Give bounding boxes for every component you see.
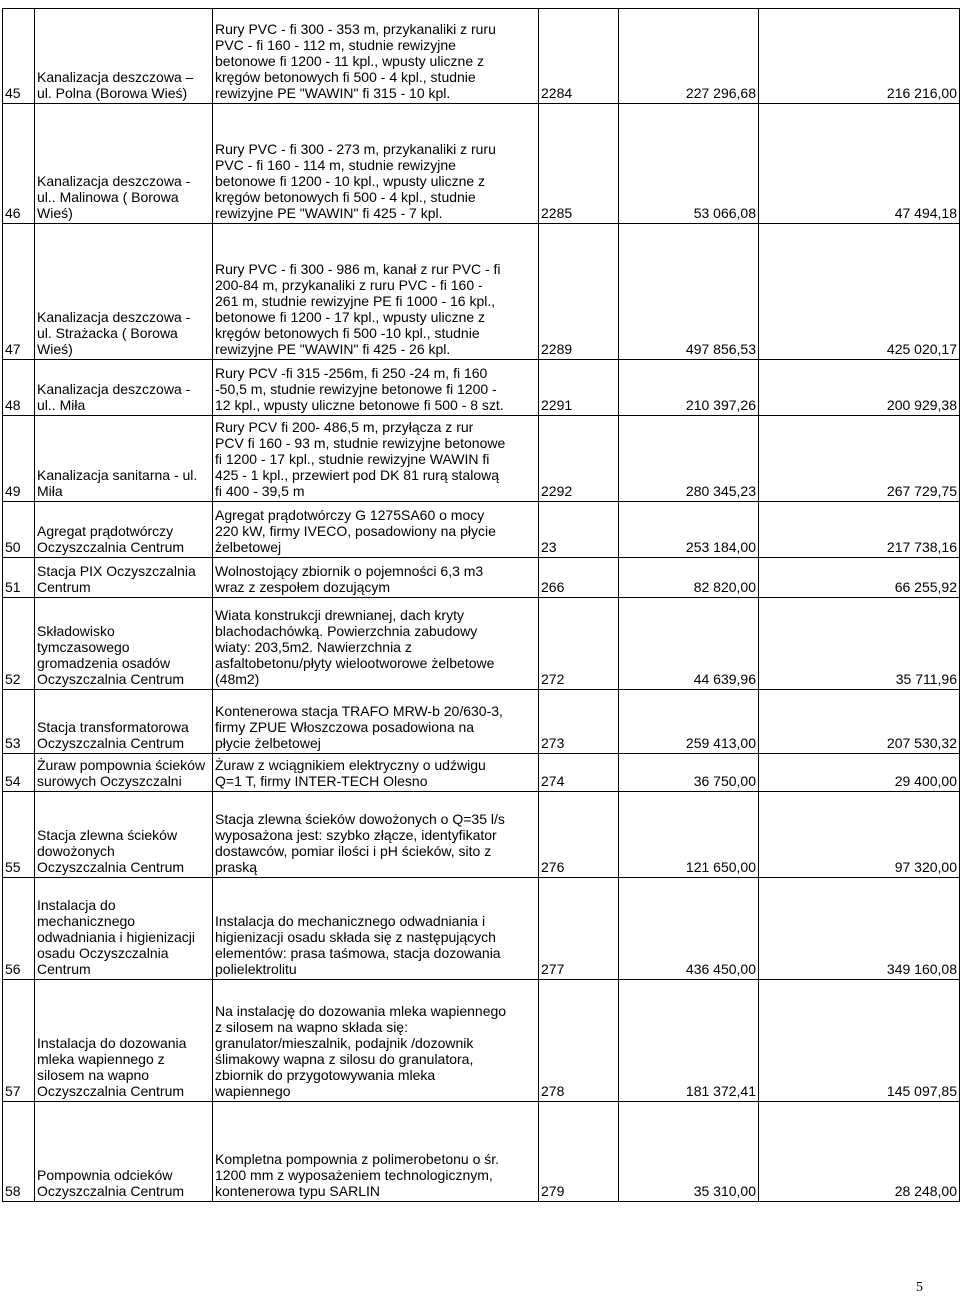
table-row (3, 502, 960, 558)
net-value: 145 097,85 (886, 1083, 957, 1099)
asset-description: Kontenerowa stacja TRAFO MRW-b 20/630-3, firmy ZPUE Włoszczowa posadowiona na płycie żelbetowej (215, 703, 503, 751)
row-number: 45 (5, 85, 21, 101)
net-value-cell (759, 878, 960, 980)
asset-name: Instalacja do mechanicznego odwadniania i higienizacji osadu Oczyszczalnia Centrum (37, 897, 195, 977)
table-row (3, 980, 960, 1102)
table-row (3, 878, 960, 980)
table-row (3, 1102, 960, 1202)
initial-value-cell (619, 1102, 759, 1202)
initial-value: 227 296,68 (685, 85, 756, 101)
asset-name-cell (35, 360, 213, 416)
initial-value: 44 639,96 (693, 671, 756, 687)
net-value: 66 255,92 (894, 579, 957, 595)
row-number: 57 (5, 1083, 21, 1099)
initial-value-cell (619, 690, 759, 754)
asset-name-cell (35, 224, 213, 360)
asset-name-cell (35, 1102, 213, 1202)
asset-name-cell (35, 598, 213, 690)
initial-value: 35 310,00 (693, 1183, 756, 1199)
net-value: 216 216,00 (886, 85, 957, 101)
inventory-code-cell (539, 416, 619, 502)
asset-name-cell (35, 558, 213, 598)
asset-description-cell (213, 980, 539, 1102)
asset-table (2, 8, 960, 1202)
asset-description-cell (213, 1102, 539, 1202)
row-number-cell (3, 502, 35, 558)
net-value: 267 729,75 (886, 483, 957, 499)
asset-name: Pompownia odcieków Oczyszczalnia Centrum (37, 1167, 185, 1199)
net-value: 28 248,00 (894, 1183, 957, 1199)
row-number: 53 (5, 735, 21, 751)
net-value-cell (759, 598, 960, 690)
asset-name: Stacja transformatorowa Oczyszczalnia Centrum (37, 719, 189, 751)
inventory-code: 2291 (541, 397, 573, 413)
asset-description: Wolnostojący zbiornik o pojemności 6,3 m3 wraz z zespołem dozującym (215, 563, 484, 595)
row-number-cell (3, 598, 35, 690)
inventory-code-cell (539, 9, 619, 104)
net-value-cell (759, 558, 960, 598)
page-number: 5 (916, 1280, 923, 1295)
asset-name: Instalacja do dozowania mleka wapiennego z silosem na wapno Oczyszczalnia Centrum (37, 1035, 187, 1099)
row-number-cell (3, 1102, 35, 1202)
initial-value: 280 345,23 (685, 483, 756, 499)
net-value-cell (759, 224, 960, 360)
asset-description: Wiata konstrukcji drewnianej, dach kryty blachodachówką. Powierzchnia zabudowy wiaty: 203,5m2. Nawierzchnia z asfaltobetonu/płyty wielootworowe żelbetowe (48m2) (215, 607, 495, 687)
asset-description-cell (213, 104, 539, 224)
net-value-cell (759, 754, 960, 792)
inventory-code: 272 (541, 671, 565, 687)
asset-description-cell (213, 598, 539, 690)
inventory-code: 276 (541, 859, 565, 875)
inventory-code: 279 (541, 1183, 565, 1199)
asset-description-cell (213, 9, 539, 104)
table-row (3, 558, 960, 598)
asset-description: Agregat prądotwórczy G 1275SA60 o mocy 220 kW, firmy IVECO, posadowiony na płycie żelbetowej (215, 507, 496, 555)
net-value-cell (759, 416, 960, 502)
row-number: 49 (5, 483, 21, 499)
asset-name: Kanalizacja deszczowa – ul. Polna (Borowa Wieś) (37, 69, 194, 101)
row-number-cell (3, 360, 35, 416)
inventory-code: 278 (541, 1083, 565, 1099)
net-value-cell (759, 360, 960, 416)
row-number-cell (3, 104, 35, 224)
row-number-cell (3, 224, 35, 360)
net-value: 349 160,08 (886, 961, 957, 977)
row-number-cell (3, 416, 35, 502)
asset-description-cell (213, 502, 539, 558)
initial-value-cell (619, 792, 759, 878)
asset-name: Kanalizacja deszczowa - ul.. Malinowa ( Borowa Wieś) (37, 173, 191, 221)
inventory-code-cell (539, 598, 619, 690)
initial-value: 210 397,26 (685, 397, 756, 413)
row-number-cell (3, 878, 35, 980)
net-value: 200 929,38 (886, 397, 957, 413)
asset-description: Rury PCV fi 200- 486,5 m, przyłącza z rur PCV fi 160 - 93 m, studnie rewizyjne betonowe fi 1200 - 17 kpl., studnie rewizyjne WAWIN fi 425 - 1 kpl., przewiert pod DK 81 rurą stalową fi 400 - 39,5 m (215, 419, 506, 499)
asset-name-cell (35, 878, 213, 980)
initial-value-cell (619, 360, 759, 416)
asset-description: Żuraw z wciągnikiem elektryczny o udźwigu Q=1 T, firmy INTER-TECH Olesno (215, 757, 486, 789)
row-number: 51 (5, 579, 21, 595)
inventory-code-cell (539, 360, 619, 416)
initial-value: 53 066,08 (693, 205, 756, 221)
asset-name: Kanalizacja deszczowa - ul. Strażacka ( Borowa Wieś) (37, 309, 191, 357)
initial-value: 259 413,00 (685, 735, 756, 751)
inventory-code-cell (539, 558, 619, 598)
row-number: 47 (5, 341, 21, 357)
asset-name: Kanalizacja sanitarna - ul. Miła (37, 467, 198, 499)
table-row (3, 416, 960, 502)
initial-value: 436 450,00 (685, 961, 756, 977)
net-value: 97 320,00 (894, 859, 957, 875)
asset-name-cell (35, 104, 213, 224)
table-row (3, 792, 960, 878)
row-number: 56 (5, 961, 21, 977)
table-row (3, 690, 960, 754)
initial-value-cell (619, 9, 759, 104)
asset-description: Kompletna pompownia z polimerobetonu o śr. 1200 mm z wyposażeniem technologicznym, kontenerowa typu SARLIN (215, 1151, 500, 1199)
initial-value-cell (619, 980, 759, 1102)
inventory-code-cell (539, 878, 619, 980)
initial-value-cell (619, 598, 759, 690)
net-value: 207 530,32 (886, 735, 957, 751)
row-number: 55 (5, 859, 21, 875)
table-row (3, 104, 960, 224)
asset-name-cell (35, 416, 213, 502)
asset-name-cell (35, 690, 213, 754)
asset-description-cell (213, 754, 539, 792)
inventory-code: 23 (541, 539, 557, 555)
asset-description-cell (213, 416, 539, 502)
row-number: 48 (5, 397, 21, 413)
inventory-code: 2289 (541, 341, 573, 357)
row-number: 52 (5, 671, 21, 687)
inventory-code-cell (539, 104, 619, 224)
asset-name-cell (35, 9, 213, 104)
inventory-code-cell (539, 792, 619, 878)
inventory-code-cell (539, 754, 619, 792)
asset-description: Na instalację do dozowania mleka wapiennego z silosem na wapno składa się: granulator/mieszalnik, podajnik /dozownik ślimakowy wapna z silosu do granulatora, zbiornik do przygotowywania mleka wapiennego (215, 1003, 507, 1099)
table-row (3, 9, 960, 104)
row-number-cell (3, 9, 35, 104)
inventory-code: 2284 (541, 85, 573, 101)
net-value: 35 711,96 (895, 671, 957, 687)
inventory-code: 274 (541, 773, 565, 789)
asset-name: Stacja zlewna ścieków dowożonych Oczyszczalnia Centrum (37, 827, 185, 875)
asset-description-cell (213, 558, 539, 598)
net-value-cell (759, 980, 960, 1102)
table-row (3, 360, 960, 416)
row-number: 58 (5, 1183, 21, 1199)
asset-name-cell (35, 792, 213, 878)
table-row (3, 598, 960, 690)
net-value-cell (759, 104, 960, 224)
asset-description-cell (213, 360, 539, 416)
initial-value: 181 372,41 (685, 1083, 756, 1099)
initial-value-cell (619, 754, 759, 792)
initial-value-cell (619, 878, 759, 980)
inventory-code-cell (539, 980, 619, 1102)
initial-value-cell (619, 558, 759, 598)
asset-name: Żuraw pompownia ścieków surowych Oczyszczalni (37, 757, 206, 789)
asset-table-body (3, 9, 960, 1202)
row-number: 54 (5, 773, 21, 789)
inventory-code: 266 (541, 579, 565, 595)
inventory-code-cell (539, 1102, 619, 1202)
row-number-cell (3, 558, 35, 598)
asset-description: Instalacja do mechanicznego odwadniania i higienizacji osadu składa się z następujących elementów: prasa taśmowa, stacja dozowania polielektrolitu (215, 913, 501, 977)
initial-value: 121 650,00 (685, 859, 756, 875)
net-value-cell (759, 1102, 960, 1202)
inventory-code: 273 (541, 735, 565, 751)
initial-value: 82 820,00 (693, 579, 756, 595)
net-value: 217 738,16 (886, 539, 957, 555)
row-number-cell (3, 690, 35, 754)
initial-value-cell (619, 502, 759, 558)
initial-value: 36 750,00 (693, 773, 756, 789)
asset-description-cell (213, 690, 539, 754)
table-row (3, 224, 960, 360)
inventory-code-cell (539, 224, 619, 360)
asset-name: Składowisko tymczasowego gromadzenia osadów Oczyszczalnia Centrum (37, 623, 185, 687)
row-number: 50 (5, 539, 21, 555)
net-value-cell (759, 792, 960, 878)
asset-description: Rury PVC - fi 300 - 353 m, przykanaliki z ruru PVC - fi 160 - 112 m, studnie rewizyjne betonowe fi 1200 - 11 kpl., wpusty uliczne z kręgów betonowych fi 500 - 4 kpl., studnie rewizyjne PE "WAWIN" fi 315 - 10 kpl. (215, 21, 496, 101)
row-number: 46 (5, 205, 21, 221)
inventory-code: 277 (541, 961, 565, 977)
asset-description: Rury PVC - fi 300 - 986 m, kanał z rur PVC - fi 200-84 m, przykanaliki z ruru PVC - fi 160 - 261 m, studnie rewizyjne PE fi 1000 - 16 kpl., betonowe fi 1200 - 17 kpl., wpusty uliczne z kręgów betonowych fi 500 -10 kpl., studnie rewizyjne PE "WAWIN" fi 425 - 26 kpl. (215, 261, 501, 357)
asset-description: Stacja zlewna ścieków dowożonych o Q=35 l/s wyposażona jest: szybko złącze, identyfikator dostawców, pomiar ilości i pH ścieków, sito z praską (215, 811, 505, 875)
net-value-cell (759, 690, 960, 754)
initial-value: 497 856,53 (685, 341, 756, 357)
asset-name-cell (35, 754, 213, 792)
initial-value-cell (619, 104, 759, 224)
table-row (3, 754, 960, 792)
row-number-cell (3, 754, 35, 792)
asset-name: Agregat prądotwórczy Oczyszczalnia Centrum (37, 523, 185, 555)
asset-name: Kanalizacja deszczowa - ul.. Miła (37, 381, 191, 413)
net-value: 47 494,18 (894, 205, 957, 221)
row-number-cell (3, 980, 35, 1102)
net-value: 425 020,17 (886, 341, 957, 357)
asset-description-cell (213, 792, 539, 878)
row-number-cell (3, 792, 35, 878)
asset-name: Stacja PIX Oczyszczalnia Centrum (37, 563, 196, 595)
inventory-code: 2285 (541, 205, 573, 221)
net-value-cell (759, 502, 960, 558)
inventory-code: 2292 (541, 483, 573, 499)
initial-value: 253 184,00 (685, 539, 756, 555)
initial-value-cell (619, 416, 759, 502)
asset-description-cell (213, 878, 539, 980)
asset-description-cell (213, 224, 539, 360)
net-value-cell (759, 9, 960, 104)
asset-description: Rury PCV -fi 315 -256m, fi 250 -24 m, fi 160 -50,5 m, studnie rewizyjne betonowe fi 1200 - 12 kpl., wpusty uliczne betonowe fi 500 - 8 szt. (215, 365, 504, 413)
asset-description: Rury PVC - fi 300 - 273 m, przykanaliki z ruru PVC - fi 160 - 114 m, studnie rewizyjne betonowe fi 1200 - 10 kpl., wpusty uliczne z kręgów betonowych fi 500 - 4 kpl., studnie rewizyjne PE "WAWIN" fi 425 - 7 kpl. (215, 141, 496, 221)
asset-name-cell (35, 502, 213, 558)
asset-name-cell (35, 980, 213, 1102)
inventory-code-cell (539, 690, 619, 754)
initial-value-cell (619, 224, 759, 360)
inventory-code-cell (539, 502, 619, 558)
net-value: 29 400,00 (894, 773, 957, 789)
